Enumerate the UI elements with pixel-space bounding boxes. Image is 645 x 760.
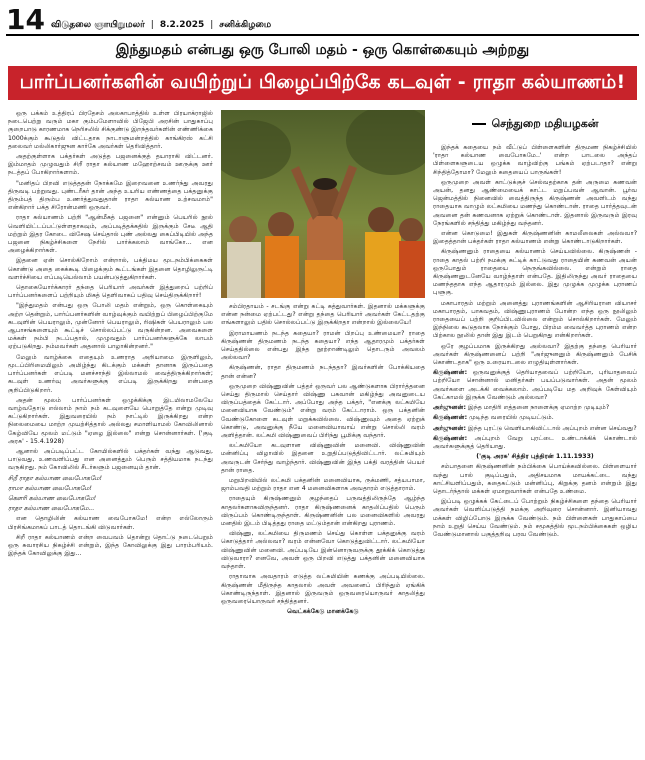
author-name: செந்துறை மதியழகன்	[491, 116, 599, 130]
issue-day: சனிக்கிழமை	[219, 19, 272, 30]
paragraph: ('குடி அரசு' சித்திர புத்திரன் 1.11.1933)	[476, 453, 594, 461]
paragraph: என தொழிலின் கல்யாண வைபோகமே! என்ற எல்லோரும் பிரசிங்கமாகப் பாடத் தொடங்கி விடுவார்கள்.	[8, 515, 213, 531]
issue-meta: விடுதலை ஞாயிறுமலர் | 8.2.2025 | சனிக்கிழமை	[50, 19, 272, 30]
paragraph: ஒரு பக்கம் உத்திரப் பிரதேசம் அலகாபாத்தில் உள்ள பிரயாக்ராஜில் நடைபெற்று வரும் மகா கும்பமேளாவில் பிஜேபி அரசின் பாதுகாப்பு குறைபாடு காரணமாக நெரிசலில் சிக்குண்டு இறந்தவர்களின் எண்ணிக்கை 1000க்கும் கூடுதல் விட்டதாக நாடாளுமன்றத்தில் காங்கிரஸ் கட்சி தலைவர் மல்லிகார்ஜுன கார்கே அவர்கள் தெரிவித்தார்.	[8, 110, 213, 150]
paragraph: இதனை ஏன் சொல்கிறோம் என்றால், பக்திமய மூடநம்பிக்கைகள் கொண்டு அதை கைக்கூடி பிழைக்கும் கூட்டங்கள் இதனை தொழிலுருட்டி வளர்ச்சியை எப்படியெல்லாம் பயன்படுத்துகிறார்கள்.	[8, 257, 213, 281]
paragraph: அர்ஜுனன்: இந்த மாதிரி எத்தனை நாளைக்கு ஏமாற்ற முடியும்?	[433, 404, 610, 412]
paragraph: விஷ்ணு, லட்சுமியை திருமணம் செய்து கொள்ள பக்தனுக்கு வரம் கொடுத்தார் அல்லவா? வரம் என்னவோ கொடுத்துவிட்டார். லட்சுமியோ விஷ்ணுவின் மனைவி. அப்படியே இன்னொருவருக்கு தூக்கிக் கொடுத்து விடுவாரா? எனவே, அவள் ஒரு பிறவி எடுத்து பக்தனின் மனைவியாக வந்தாள்.	[221, 530, 425, 571]
kicker-line: இந்துமதம் என்பது ஒரு போலி மதம் - ஒரு கொள்கையும் அற்றது	[115, 42, 530, 58]
right-column	[433, 144, 637, 754]
paragraph: இப்படி ஒழுக்கக் கேட்டைப் போற்றும் நிகழ்ச்சிகளை தந்தை பெரியார் அவர்கள் வெளிப்படுத்தி நமக்கு அறிவுரை சொன்னார். இனியாவது மக்கள் விழிப்போடு இருக்க வேண்டும். நம் பிள்ளைகள் பாதுகாப்பை நாம் உறுதி செய்ய வேண்டும். நம் சமூகத்தில் மூடநம்பிக்கைகள் ஒழிய வேண்டுமானால் பகுத்தறிவு பரவ வேண்டும்.	[433, 498, 637, 538]
page-header	[6, 3, 639, 36]
paragraph: கிருஷ்ணனும் ராதையை கல்யாணம் செய்யவில்லை. கிருஷ்ணன் - ராதை காதல் பற்றி நமக்கு சுட்டிக் காட்டுவது ராதையின் கணவன் அயன் ஒருபோதும் ராதையை நெருங்கவில்லை. என்றும் ராதை கிருஷ்ணனுடனேயே வாழ்ந்தாள் என்பதே. இதிலிருந்து அவர் ராதையை மணந்ததாக எந்த ஆதாரமும் இல்லை. இது முழுக்க முழுக்க புராணப் புளுகு.	[433, 248, 637, 297]
left-column	[8, 110, 213, 754]
paragraph: கிருஷ்ணன்: அப்புறம் வேறு புரட்டை உண்டாக்கிக் கொண்டால் அவர்களுக்குத் தெரியாது.	[433, 434, 637, 450]
speaker-label: கிருஷ்ணன்:	[433, 414, 468, 422]
paragraph: ராதா கல்யாண வைபோகமே...	[8, 505, 95, 513]
author-byline	[433, 110, 637, 138]
paragraph: ஒருமுறை அவள் காட்டுக்குச் செல்வதற்காக தன் அருமை கணவன் அயன், தனது ஆண்மையைக் காட்ட மறுப்பவன் ஆவான். பூர்வ ஜென்மத்தில் நினைவில் வைத்திருந்த கிருஷ்ணன் அவளிடம் வந்து ராதையாக வாழும் லட்சுமியை மணந்து கொண்டான். ராதை பார்த்தவுடன் அவனை தன் கணவனாக ஏற்றுக் கொண்டாள். இதனால் இருவரும் இரவு நேரங்களில் சந்தித்து மகிழ்ந்து வந்தனர்.	[433, 178, 637, 227]
headline-banner: பார்ப்பனர்களின் வயிற்றுப் பிழைப்பிற்கே கடவுள் - ராதா கல்யாணம்!	[8, 66, 637, 100]
paragraph: ஒரே குழப்பமாக இருக்கிறது அல்லவா? இதற்கு தந்தை பெரியார் அவர்கள் கிருஷ்ணனைப் பற்றி "அர்ஜுனனும் கிருஷ்ணனும் பேசிக் கொண்டதாக" ஒரு உரையாடலை எழுதியுள்ளார்கள்.	[433, 342, 637, 367]
speaker-label: அர்ஜுனன்:	[433, 404, 466, 412]
paragraph: சிறீ ராதா கல்யாணம் என்ற வைபவம் தொன்று தொட்டு நடைபெறும் ஒரு சுவாரசிய நிகழ்ச்சி என்றும், இந்த கோவிலுக்கு இது பாரம்பரியம். இந்தக் கோவிலுக்கு இது...	[8, 533, 213, 558]
paragraph: மறுபிறவியில் லட்சுமி பக்தனின் மனைவியாக, ருக்மணி, சத்யபாமா, ஜாம்பவதி மற்றும் ராதா என 4 மனைவிகளாக அவதாரம் எடுத்தாராம்.	[221, 477, 425, 493]
byline-dash	[472, 123, 486, 125]
paragraph: சிறீ ராதா கல்யாண வைபோகமே!	[8, 474, 102, 482]
paragraph: ராமா கல்யாண வைபோகமே!	[8, 484, 92, 492]
paragraph: அதன் மூலம் பார்ப்பனர்கள் ஒழுக்கிக்கு இடமிலாமலேயே வாழ்வதோடு எல்லாம் நாம் நம் கடவுளையே பொறுத்தே என்று முடிவு கட்டுகிறார்கள். இதுவரையில் நம் நாட்டில் இருக்கிறது என்ற நிலைமையை மாற்ற முயற்சித்தால் அல்லது சமாளியாமல் கோவிலினால் கேழ்வியே மூலம் மட்டும் "ஏழை இல்லை" என்று சொன்னார்கள். ('குடி அரசு' - 15.4.1928)	[8, 396, 213, 445]
speaker-label: அர்ஜுனன்:	[433, 424, 466, 432]
publication-name: விடுதலை ஞாயிறுமலர்	[50, 19, 145, 30]
paragraph: ராதா கல்யாணம் பற்றி "ஆன்மீகத் பஜனை" என்னும் பெயரில் நூல் வெளியிட்டப்பட்டுள்ளதாகவும், அப்படித்தக்கதில் இருக்கும் சேடீ ஆதி மற்றும் இதர கோடை விசேஷ செய்தால் புண் அல்லது கைப்பிடியில் அந்த பஜனை நிகழ்ச்சிகளை நேரில் பார்க்கலாம் வாங்கோ... என அழைக்கிறார்கள்.	[8, 214, 213, 255]
paragraph: "மனிதப் பிறவி எடுத்ததன் நோக்கமே இறைவனை உணர்ந்து அவரது திருவடி பற்றுவது. புண்டரீகர் தான் அந்த உயரிய எண்ணத்தை பக்தனுக்கு திரும்பத் திரும்ப உணர்த்துவதுதான் ராதா கல்யாண உற்சவமாம்" என்கிறார் பக்த சிரோன்மணி ஒருவர்.	[8, 179, 213, 212]
paragraph: இராமாயணம் நடந்த கதையா? ராமன் பிறப்பு உண்மையா? ராதை கிருஷ்ணன் திருமணம் நடந்த கதையா? எந்த ஆதாரமும் பக்தர்கள் செய்ததில்லை என்பது இந்த நூற்றாண்டிலும் தொடரும் அவலம் அல்லவா?	[221, 329, 425, 362]
page-number: 14	[6, 3, 45, 36]
paragraph: "இந்துமதம் என்பது ஒரு போலி மதம் என்றும், ஒரு கொள்கையும் அற்ற தென்றும், பார்ப்பனர்களின் வாழ்வுக்கும் வயிற்றுப் பிழைப்பிற்குமே கடவுளின் பெயராலும், முன்னோர் பெயராலும், ரிஷிகள் பெயராலும் பல ஆபாசங்களையும் கூட்டிச் சொல்லப்பட்டு வருகின்றன. அவைகளை மக்கள் நம்பி நடப்பதால், முழுவதும் பார்ப்பனர்களுக்கே லாபம் ஏற்படுகிறது. நம்மவர்கள் அதனால் பாழாகின்றனர்."	[8, 302, 213, 351]
paragraph: கௌரி கல்யாண வைபோகமே!	[8, 494, 97, 502]
speaker-label: கிருஷ்ணன்:	[433, 369, 468, 377]
paragraph: அர்ஜுனன்: இந்த புரட்டு வெளியாகிவிட்டால் அப்புறம் என்ன செய்வது?	[433, 424, 637, 432]
paragraph: கிருஷ்ணன்: முடிந்த வரையில் முடியட்டும்.	[433, 414, 554, 422]
paragraph: ஆனால் அப்படிப்பட்ட கோயில்களில் பக்தர்கள் வந்து ஆடுவது, பாடுவது, உணவளிப்பது என அனைத்தும் பெரும் சத்தியமாக நடந்து வருகிறது. நம் கோவிலில் சீடர்களும் பஜனையும் தான்.	[8, 447, 213, 472]
paragraph: சம்பிரதாயம் - சடங்கு என்று கட்டி கத்துவார்கள். இதனால் மக்களுக்கு என்ன நன்மை ஏற்பட்டது? என்று தந்தை பெரியார் அவர்கள் கேட்டதற்கு எங்களாலும் பதில் சொல்லப்பட்டு இருக்கிறதா என்றால் இல்லையே!	[221, 303, 425, 327]
paragraph: இந்தக் கதையை நம் வீட்டுப் பிள்ளைகளின் திருமண நிகழ்ச்சியில் 'ராதா கல்யாண வைபோகமே..' என்ற பாடலை அந்தப் பிள்ளைகளுடைய ஒழுக்க வாழ்விற்கு பங்கம் ஏற்படாதா? என்று சிந்தித்தோமா? மேலும் கதையைப் பாருங்கள்!	[433, 144, 637, 176]
issue-date: 8.2.2025	[159, 19, 205, 30]
paragraph: சம்பாதனை கிருஷ்ணனின் நம்பிக்கை பொய்க்கவில்லை. பிள்ளையார் வந்து பால் குடிப்பதும், அதிசயமாக மாயக்கட்டை வந்து காட்சியளிப்பதும், கதைகட்டும் மன்னிப்பு, கிறுக்கு தனம் என்றும் இது தொடர்ந்தால் மக்கள் ஏமாறுவார்கள் என்பதே உண்மை.	[433, 463, 637, 495]
paragraph: ராதாவாக அவதாரம் எடுத்த லட்சுமியின் கணக்கு அப்படியில்லை. கிருஷ்ணன் மீதிருந்த காதலால் அவள் அவனைப் பிரிந்தும் ஏங்கிக் கொண்டிருந்தாள். இதனால் இருவரும் ஒருவரையொருவர் காதலித்து ஒருவரையொருவர் சந்தித்தனர்.	[221, 573, 425, 605]
paragraph: என்ன கொடுமை! இதுகள் கிருஷ்ணனின் காமலீலைகள் அல்லவா? இதைத்தான் பக்தர்கள் ராதா கல்யாணம் என்று கொண்டாடுகிறார்கள்.	[433, 230, 637, 246]
paragraph: அதற்குள்ளாக பக்தர்கள் அடுத்த பஜனைக்குத் தயாராகி விட்டனர். இம்மாதம் முழுவதும் சிறீ ராதா கல்யாண மஹோற்சவம் ஊருக்கு ஊர் நடத்தப் போகிறார்களாம்.	[8, 153, 213, 177]
paragraph: தொகையோர்க்காரர் தந்தை பெரியார் அவர்கள் இத்துறைப் பற்றிப் பார்ப்பனர்களைப் பற்றியும் மிகத் தெளிவாகப் பதிவு செய்திருக்கிறார்!	[8, 284, 213, 300]
paragraph: ராதையும் கிருஷ்ணனும் குழந்தைப் பருவத்திலிருந்தே ஆழ்ந்த காதலர்களாகவிருந்தனர். ராதா கிருஷ்ணனைக் காதலிப்பதில் பெரும் விருப்பம் கொண்டிருந்தாள். கிருஷ்ணனின் பல மனைவிகளில் அவரது மனதில் இடம் பிடித்தது ராதை மட்டும்தான் என்கிறது புராணம்.	[221, 495, 425, 528]
paragraph: கிருஷ்ணன்: ஒருவனுக்குத் தெரியாதவைப் பற்றியோ, புரியாதவைப் பற்றியோ சொன்னால் மனிதர்கள் பயப்படுவார்கள். அதன் மூலம் அவர்களை அடக்கி வைக்கலாம். அப்படியே மத அறிவுக் கேள்வியும் கேட்காமல் இருக்க வேண்டும் அல்லவா?	[433, 369, 637, 401]
speaker-label: கிருஷ்ணன்:	[433, 434, 468, 442]
middle-column	[221, 303, 425, 754]
article-photo	[221, 110, 425, 298]
paragraph: மேலும் வாழ்க்கை எதையும் உணராத அறியாமை இருளிலும், மூடப்பிரிமையிலும் அமிழ்ந்து கிடக்கும் மக்கள் தானாக இருப்பதை பார்ப்பனர்கள் எப்படி மனச்சாந்தி இல்லாமல் வைத்திருக்கிறார்கள்; கடவுள் உணர்வு அவர்களுக்கு எப்படி இருக்கிறது என்பதை குறிப்பிடுகிறார்.	[8, 353, 213, 394]
paragraph: லட்சுமியோ கடவுளான விஷ்ணுவின் மனைவி. விஷ்ணுவின் மன்னிப்பு விழாவில் இதனை உறுதிப்படுத்திவிட்டார். லட்சுமியும் அவருடன் சேர்ந்து வாழ்ந்தார். விஷ்ணுவின் இந்த பக்தி வரத்தின் பெயர் தான் ராதை.	[221, 442, 425, 474]
paragraph: மகாபாரதம் மற்றும் அனைத்து புராணங்களின் ஆசிரியரான வியாசர் மகாபாரதம், பாகவதம், விஷ்ணுபுராணம் போன்ற எந்த ஒரு நூலிலும் ராதையைப் பற்றி குறிப்பிடவில்லை என்றும் சொல்கிறார்கள். மேலும் இந்நிலை கூடுதலாக நோக்கும் போது, பிரம்ம வைவர்த்த புராணம் என்ற பிற்கால நூலில் தான் இது இடம் பெறுகிறது என்கிறார்கள்.	[433, 299, 637, 340]
paragraph: வெட்கக்கேடு மானக்கேடு	[287, 608, 359, 616]
paragraph: ஒருமுறை விஷ்ணுவின் பத்தர் ஒருவர் பல ஆண்டுகளாக பிரார்த்தனை செய்து திருமால் செய்தார் விஷ்ணு பகவான் மகிழ்ந்து அவனுடைய விருப்பத்தைக் கேட்டார். அப்போது அந்த பக்தர், "எனக்கு லட்சுமியே மனைவியாக வேண்டும்" என்று வரம் கேட்டாராம். ஒரு பக்தனின் வேண்டுகோளை கடவுள் மறுக்கவில்லை. விஷ்ணுவும் அதை ஏற்றுக் கொண்டு, அவனுக்கு நீயே மனைவியாவாய் என்று சொல்லி வரம் அளித்தான். லட்சுமி விஷ்ணுவைப் பிரிந்து பூமிக்கு வந்தார்.	[221, 382, 425, 440]
paragraph: கிருஷ்ணன், ராதா திருமணம் நடந்ததா? இவர்களின் போக்கியதை தான் என்ன?	[221, 364, 425, 380]
devotee-crowd-illustration	[221, 110, 425, 298]
